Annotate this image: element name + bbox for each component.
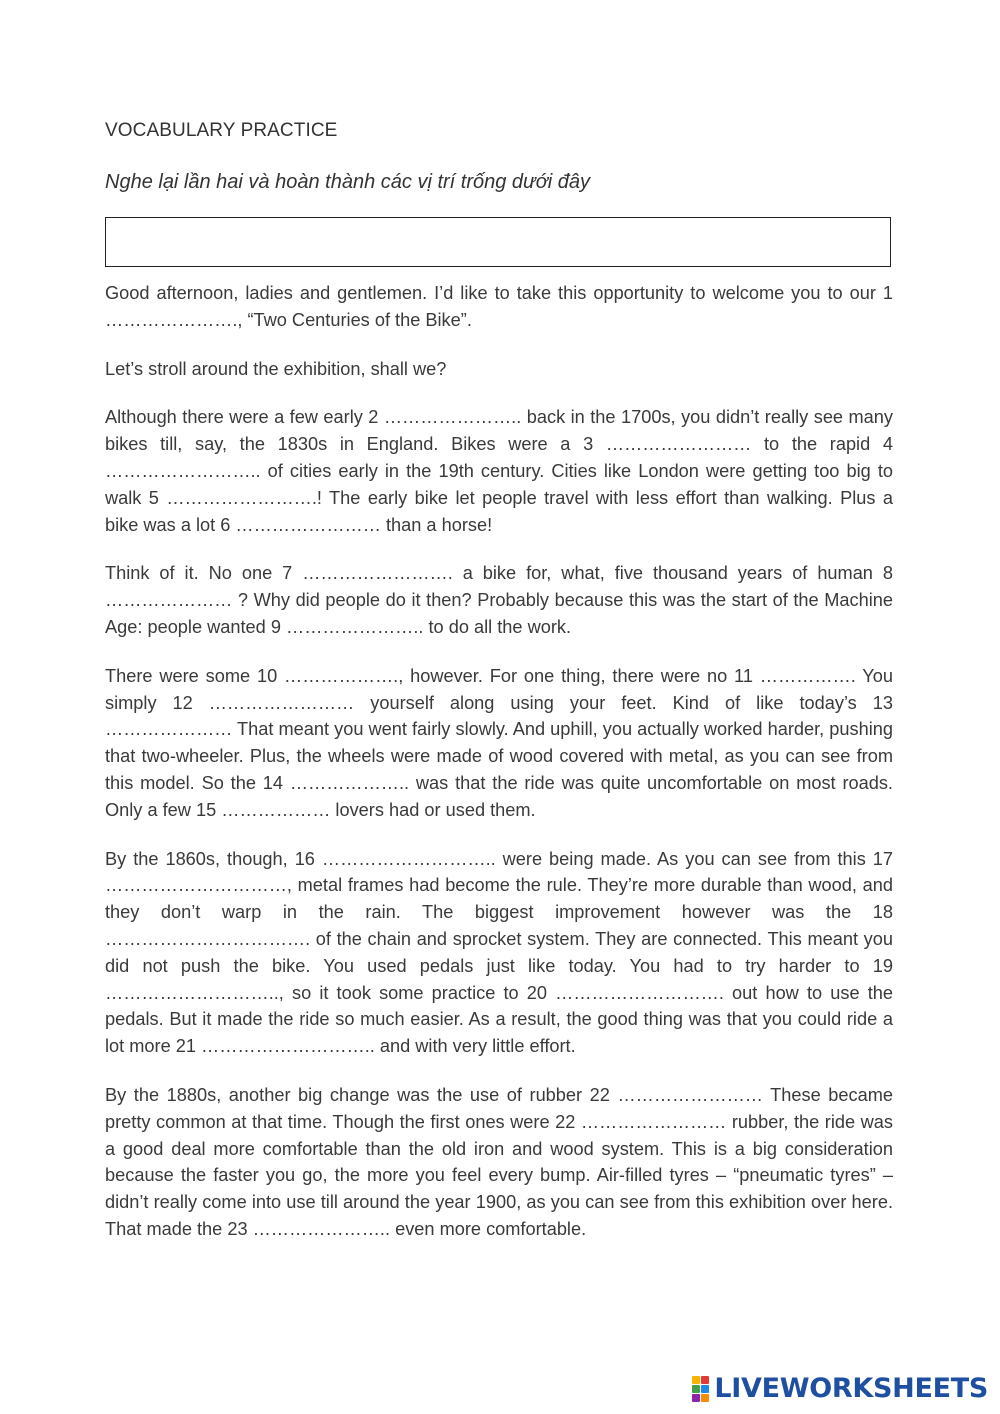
- liveworksheets-logo-icon: [692, 1376, 710, 1402]
- liveworksheets-logo: [692, 1373, 988, 1404]
- paragraph-3: Although there were a few early 2 ………………….. back in the 1700s, you didn’t really see many bikes till, say, the 1830s in England. Bikes were a 3 …………………… to the rapid 4 …………………….. of cities early in the 19th century. Cities like London were getting too big to walk 5 …………………….! The early bike let people travel with less effort than walking. Plus a bike was a lot 6 …………………… than a horse!: [105, 407, 893, 535]
- page-title: VOCABULARY PRACTICE: [105, 120, 338, 141]
- instruction-text: Nghe lại lần hai và hoàn thành các vị trí trống dưới đây: [105, 171, 591, 193]
- paragraph-2: Let’s stroll around the exhibition, shall we?: [105, 358, 447, 379]
- logo-text: LIVEWORKSHEETS: [714, 1373, 988, 1404]
- paragraph-7: By the 1880s, another big change was the use of rubber 22 …………………… These became pretty common at that time. Though the first ones were 22 …………………… rubber, the ride was a good deal more comfortable than the old iron and wood system. This is a big consideration because the faster you go, the more you feel every bump. Air-filled tyres – “pneumatic tyres” – didn’t really come into use till around the year 1900, as you can see from this exhibition over here. That made the 23 ………………….. even more comfortable.: [105, 1084, 893, 1239]
- paragraph-1: Good afternoon, ladies and gentlemen. I’d like to take this opportunity to welcome you to our 1 …………………., “Two Centuries of the Bike”.: [105, 283, 893, 330]
- paragraph-6: By the 1860s, though, 16 ……………………….. were being made. As you can see from this 17 …………………………, metal frames had become the rule. They’re more durable than wood, and they don’t warp in the rain. The biggest improvement however was the 18 ……………………………. of the chain and sprocket system. They are connected. This meant you did not push the bike. You used pedals just like today. You had to try harder to 19 ……………………….., so it took some practice to 20 ………………………. out how to use the pedals. But it made the ride so much easier. As a result, the good thing was that you could ride a lot more 21 ……………………….. and with very little effort.: [105, 848, 893, 1057]
- transcript-body: [105, 280, 893, 1265]
- logo-square-3: [692, 1385, 700, 1393]
- paragraph-5: There were some 10 ………………., however. For one thing, there were no 11 ……………. You simply 12 …………………… yourself along using your feet. Kind of like today’s 13 ………………… That meant you went fairly slowly. And uphill, you actually worked harder, pushing that two-wheeler. Plus, the wheels were made of wood covered with metal, as you can see from this model. So the 14 ……………….. was that the ride was quite uncomfortable on most roads. Only a few 15 ……………… lovers had or used them.: [105, 665, 893, 820]
- logo-square-1: [692, 1376, 700, 1384]
- answer-input-box[interactable]: [105, 217, 891, 267]
- logo-square-6: [701, 1394, 709, 1402]
- paragraph-4: Think of it. No one 7 ……………………. a bike for, what, five thousand years of human 8 ………………… ? Why did people do it then? Probably because this was the start of the Machine Age: people wanted 9 ………………….. to do all the work.: [105, 563, 893, 637]
- logo-square-4: [701, 1385, 709, 1393]
- logo-square-5: [692, 1394, 700, 1402]
- logo-square-2: [701, 1376, 709, 1384]
